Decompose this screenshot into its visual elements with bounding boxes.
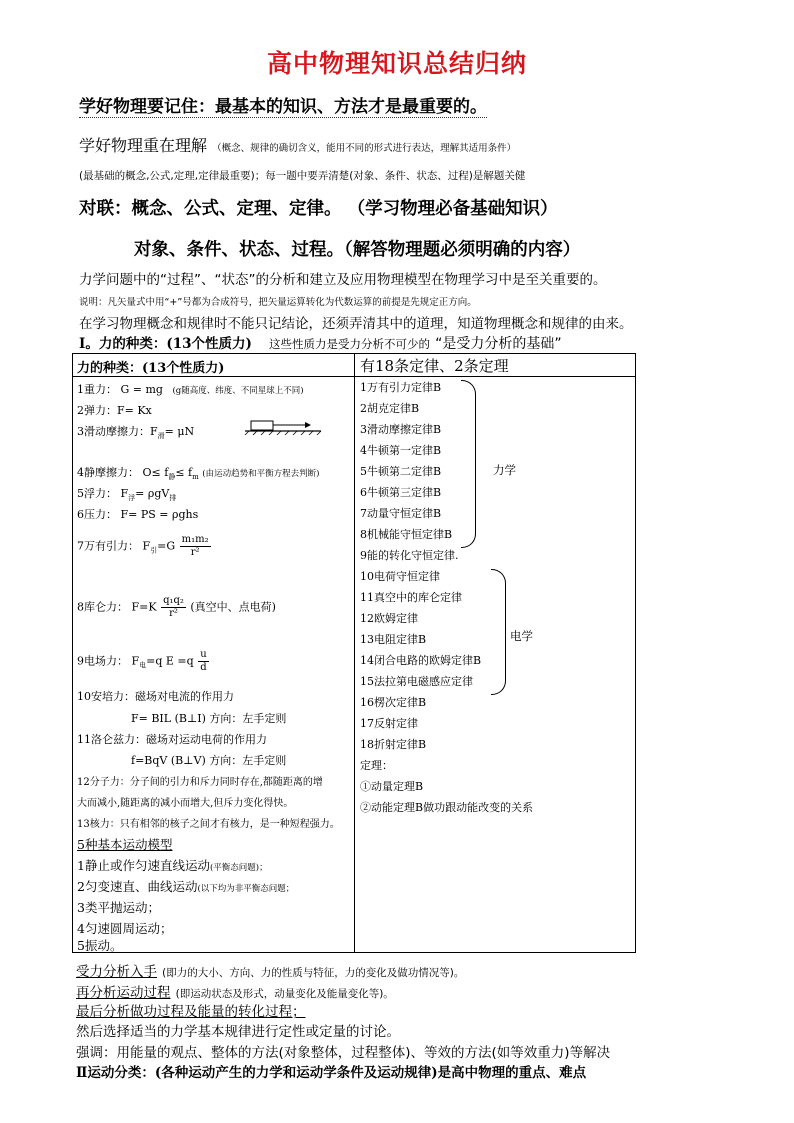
after-line-3-text: 最后分析做功过程及能量的转化过程； (76, 1004, 306, 1020)
coulomb-fraction (161, 596, 186, 619)
force-buoyancy-label: 5浮力： F (77, 487, 129, 500)
section-one-quote: “是受力分析的基础” (435, 336, 562, 352)
couplet-second: 对象、条件、状态、过程。（解答物理题必须明确的内容） (134, 240, 581, 260)
law-17: 17反射定律 (360, 717, 418, 730)
force-static-note: (由运动趋势和平衡方程去判断) (202, 469, 320, 479)
force-electric (77, 650, 210, 673)
force-buoyancy-rhs: = ρgV (135, 487, 170, 500)
force-sliding-friction (77, 423, 194, 441)
law-6: 6牛顿第三定律B (360, 486, 442, 499)
after-line-3 (76, 1000, 306, 1020)
understand-main: 学好物理重在理解 (79, 136, 208, 155)
force-coulomb-label: 8库仑力： F=K (77, 600, 157, 614)
law-16: 16楞次定律B (360, 696, 427, 709)
law-11: 11真空中的库仑定律 (360, 591, 462, 604)
motion-1 (77, 856, 268, 874)
force-lorentz: 11洛仑兹力：磁场对运动电荷的作用力 (77, 733, 267, 746)
table-divider (354, 354, 355, 952)
electricity-brace (491, 569, 506, 695)
mechanics-brace (461, 380, 476, 548)
after-line-4: 然后选择适当的力学基本规律进行定性或定量的讨论。 (76, 1024, 400, 1040)
electric-num: u (200, 649, 207, 660)
motion-models-title (77, 835, 172, 853)
law-2: 2胡克定律B (360, 402, 420, 415)
force-static-sub: 静 (168, 473, 176, 482)
motion-2-note: (以下均为非平衡态问题； (197, 884, 295, 894)
section-one-note: 这些性质力是受力分析不可少的 (268, 337, 430, 351)
section-two-heading: Ⅱ运动分类：(各种运动产生的力学和运动学条件及运动规律)是高中物理的重点、难点 (76, 1065, 587, 1081)
force-gravitation-sub: 引 (150, 546, 158, 555)
force-electric-eq: =q E =q (146, 654, 194, 668)
motion-2 (77, 877, 294, 895)
page-title: 高中物理知识总结归纳 (266, 49, 527, 78)
force-coulomb (77, 596, 276, 619)
table-header-rule (73, 376, 635, 377)
section-one-heading (79, 332, 562, 353)
force-sliding-rhs: = μN (164, 425, 195, 438)
heading-remember (79, 92, 487, 117)
law-15: 15法拉第电磁感应定律 (360, 675, 473, 688)
force-lorentz-formula: f=BqV (B⊥V) 方向：左手定则 (131, 754, 287, 767)
law-14: 14闭合电路的欧姆定律B (360, 654, 482, 667)
after-line-2-note: (即运动状态及形式，动量变化及能量变化等)。 (175, 988, 394, 1000)
gravitation-den: r² (190, 547, 200, 558)
law-3: 3滑动摩擦定律B (360, 423, 442, 436)
force-gravity (77, 381, 304, 397)
law-13: 13电阻定律B (360, 633, 427, 646)
after-line-5: 强调：用能量的观点、整体的方法(对象整体，过程整体)、等效的方法(如等效重力)等解决 (76, 1045, 611, 1061)
law-18: 18折射定律B (360, 738, 427, 751)
force-ampere: 10安培力：磁场对电流的作用力 (77, 690, 234, 703)
force-coulomb-note: (真空中、点电荷) (190, 600, 276, 614)
force-molecular-2: 大而减小,随距离的减小而增大,但斥力变化得快。 (77, 798, 294, 809)
force-ampere-formula: F= BIL (B⊥I) 方向：左手定则 (131, 712, 287, 725)
understand-note: （概念、规律的确切含义，能用不同的形式进行表达，理解其适用条件） (212, 143, 517, 154)
motion-5: 5振动。 (77, 938, 123, 953)
group-electricity: 电学 (510, 629, 533, 643)
after-line-1-note: (即力的大小、方向、力的性质与特征，力的变化及做功情况等)。 (162, 967, 465, 979)
law-9: 9能的转化守恒定律. (360, 549, 459, 562)
basics-line: (最基础的概念,公式,定理,定律最重要)；每一题中要弄清楚(对象、条件、状态、过程)是解题关健 (79, 170, 526, 182)
friction-block-diagram (243, 418, 325, 436)
law-12: 12欧姆定律 (360, 612, 418, 625)
coulomb-den: r² (169, 608, 178, 619)
right-header: 有18条定律、2条定理 (360, 357, 509, 375)
coulomb-num: q₁q₂ (163, 595, 184, 606)
understand-line (79, 133, 516, 156)
theorem-heading: 定理： (360, 759, 393, 772)
force-static-max: m (192, 473, 199, 482)
couplet-first: 对联：概念、公式、定理、定律。 （学习物理必备基础知识） (79, 199, 558, 219)
after-line-1-main: 受力分析入手 (76, 964, 157, 980)
motion-1-note: (平衡态问题)； (209, 863, 268, 873)
heading-remember-text: 学好物理要记住：最基本的知识、方法才是最重要的。 (79, 97, 487, 117)
force-gravity-note: (g随高度、纬度、不同星球上不同) (172, 386, 304, 396)
gravitation-fraction (180, 535, 211, 558)
force-static-label: 4静摩擦力： O≤ f (77, 466, 169, 479)
force-electric-sub: 电 (139, 661, 147, 670)
law-1: 1万有引力定律B (360, 381, 442, 394)
group-mechanics: 力学 (493, 463, 516, 477)
section-one-title: Ⅰ。力的种类：(13个性质力) (79, 336, 252, 352)
force-pressure: 6压力： F= PS = ρghs (77, 508, 199, 521)
motion-1-text: 1静止或作匀速直线运动 (77, 858, 210, 873)
force-nuclear: 13核力：只有相邻的核子之间才有核力，是一种短程强力。 (77, 819, 340, 830)
law-5: 5牛顿第二定律B (360, 465, 442, 478)
after-line-1 (76, 960, 464, 980)
force-static-le: ≤ f (175, 466, 193, 479)
forces-laws-table (72, 353, 636, 953)
motion-3: 3类平抛运动； (77, 900, 160, 915)
motion-models-title-text: 5种基本运动模型 (77, 837, 173, 852)
electric-den: d (200, 662, 207, 673)
force-buoyancy-sub: 浮 (128, 494, 136, 503)
theorem-2: ②动能定理B做功跟动能改变的关系 (360, 801, 534, 814)
force-gravity-formula: 1重力： G = mg (77, 383, 163, 396)
motion-2-text: 2匀变速直、曲线运动 (77, 879, 198, 894)
force-electric-label: 9电场力： F (77, 654, 140, 668)
law-7: 7动量守恒定律B (360, 507, 442, 520)
force-buoyancy (77, 485, 176, 503)
force-gravitation-label: 7万有引力： F (77, 539, 151, 553)
theorem-1: ①动量定理B (360, 780, 424, 793)
force-static-friction (77, 464, 319, 482)
after-line-2-main: 再分析运动过程 (76, 985, 171, 1001)
after-line-2 (76, 981, 394, 1001)
force-sliding-sub: 滑 (157, 432, 165, 441)
gravitation-num: m₁m₂ (181, 534, 209, 545)
force-sliding-label: 3滑动摩擦力：F (77, 425, 158, 438)
electric-fraction (198, 650, 208, 673)
paragraph-vector: 说明：凡矢量式中用“+”号都为合成符号，把矢量运算转化为代数运算的前提是先规定正方向。 (79, 297, 477, 308)
law-4: 4牛顿第一定律B (360, 444, 442, 457)
motion-4: 4匀速圆周运动； (77, 921, 173, 936)
force-molecular-1: 12分子力：分子间的引力和斥力同时存在,都随距离的增 (77, 777, 323, 788)
left-header: 力的种类：(13个性质力) (77, 361, 225, 376)
law-10: 10电荷守恒定律 (360, 570, 440, 583)
force-buoyancy-v: 排 (169, 494, 177, 503)
force-elastic: 2弹力：F= Kx (77, 404, 152, 417)
force-gravitation (77, 535, 212, 558)
paragraph-process: 力学问题中的“过程”、“状态”的分析和建立及应用物理模型在物理学习中是至关重要的。 (79, 272, 607, 288)
force-gravitation-eq: =G (157, 539, 176, 553)
law-8: 8机械能守恒定律B (360, 528, 453, 541)
paragraph-concepts: 在学习物理概念和规律时不能只记结论，还须弄清其中的道理，知道物理概念和规律的由来。 (79, 316, 633, 332)
